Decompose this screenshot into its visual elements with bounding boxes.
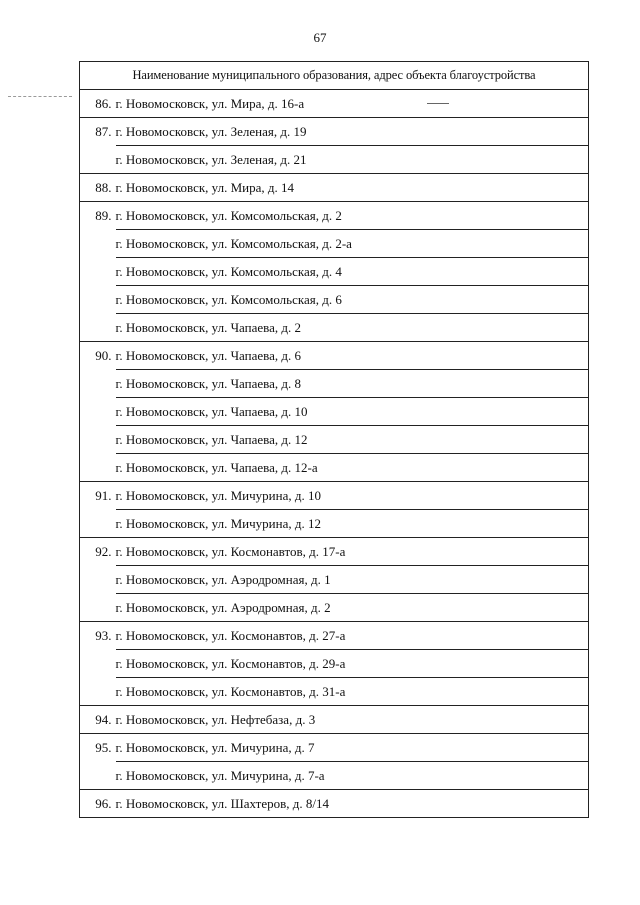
object-address: г. Новомосковск, ул. Мира, д. 16-а bbox=[116, 90, 589, 118]
table-row bbox=[80, 202, 589, 230]
object-address: г. Новомосковск, ул. Космонавтов, д. 31-а bbox=[116, 678, 589, 706]
table-row bbox=[80, 482, 589, 510]
row-number: 90. bbox=[80, 342, 116, 370]
row-number-empty bbox=[80, 230, 116, 258]
table-row bbox=[80, 118, 589, 146]
table-row bbox=[80, 370, 589, 398]
row-number-empty bbox=[80, 566, 116, 594]
table-row bbox=[80, 426, 589, 454]
table-row bbox=[80, 454, 589, 482]
row-number-empty bbox=[80, 594, 116, 622]
row-number: 88. bbox=[80, 174, 116, 202]
row-number-empty bbox=[80, 762, 116, 790]
table-row bbox=[80, 734, 589, 762]
row-number: 91. bbox=[80, 482, 116, 510]
row-number-empty bbox=[80, 314, 116, 342]
row-number-empty bbox=[80, 650, 116, 678]
object-address: г. Новомосковск, ул. Мичурина, д. 10 bbox=[116, 482, 589, 510]
table-row bbox=[80, 314, 589, 342]
row-number-empty bbox=[80, 510, 116, 538]
page-number: 67 bbox=[313, 30, 327, 45]
table-row bbox=[80, 790, 589, 818]
object-address: г. Новомосковск, ул. Аэродромная, д. 2 bbox=[116, 594, 589, 622]
objects-table bbox=[79, 61, 589, 818]
table-row bbox=[80, 230, 589, 258]
table-row bbox=[80, 286, 589, 314]
object-address: г. Новомосковск, ул. Чапаева, д. 12-а bbox=[116, 454, 589, 482]
object-address: г. Новомосковск, ул. Мичурина, д. 12 bbox=[116, 510, 589, 538]
row-number-empty bbox=[80, 258, 116, 286]
table-row bbox=[80, 622, 589, 650]
object-address: г. Новомосковск, ул. Зеленая, д. 21 bbox=[116, 146, 589, 174]
margin-mark bbox=[8, 96, 72, 97]
table-row bbox=[80, 342, 589, 370]
table-row bbox=[80, 538, 589, 566]
table-row bbox=[80, 258, 589, 286]
object-address: г. Новомосковск, ул. Аэродромная, д. 1 bbox=[116, 566, 589, 594]
object-address: г. Новомосковск, ул. Космонавтов, д. 27-а bbox=[116, 622, 589, 650]
table-row bbox=[80, 90, 589, 118]
table-header-row bbox=[80, 62, 589, 90]
table-header: Наименование муниципального образования, адрес объекта благоустройства bbox=[80, 62, 589, 90]
object-address: г. Новомосковск, ул. Чапаева, д. 8 bbox=[116, 370, 589, 398]
row-number: 94. bbox=[80, 706, 116, 734]
row-number: 95. bbox=[80, 734, 116, 762]
object-address: г. Новомосковск, ул. Зеленая, д. 19 bbox=[116, 118, 589, 146]
row-number: 89. bbox=[80, 202, 116, 230]
object-address: г. Новомосковск, ул. Мичурина, д. 7 bbox=[116, 734, 589, 762]
table-row bbox=[80, 650, 589, 678]
row-number-empty bbox=[80, 370, 116, 398]
row-number: 93. bbox=[80, 622, 116, 650]
table-row bbox=[80, 174, 589, 202]
object-address: г. Новомосковск, ул. Чапаева, д. 12 bbox=[116, 426, 589, 454]
row-number: 87. bbox=[80, 118, 116, 146]
object-address: г. Новомосковск, ул. Чапаева, д. 6 bbox=[116, 342, 589, 370]
object-address: г. Новомосковск, ул. Чапаева, д. 2 bbox=[116, 314, 589, 342]
table-row bbox=[80, 398, 589, 426]
row-number-empty bbox=[80, 398, 116, 426]
object-address: г. Новомосковск, ул. Шахтеров, д. 8/14 bbox=[116, 790, 589, 818]
row-number: 92. bbox=[80, 538, 116, 566]
table-row bbox=[80, 678, 589, 706]
row-number: 86. bbox=[80, 90, 116, 118]
row-number-empty bbox=[80, 146, 116, 174]
table-row bbox=[80, 146, 589, 174]
table-row bbox=[80, 706, 589, 734]
object-address: г. Новомосковск, ул. Комсомольская, д. 2 bbox=[116, 202, 589, 230]
row-number-empty bbox=[80, 426, 116, 454]
object-address: г. Новомосковск, ул. Чапаева, д. 10 bbox=[116, 398, 589, 426]
table-row bbox=[80, 594, 589, 622]
row-number-empty bbox=[80, 678, 116, 706]
row-number-empty bbox=[80, 286, 116, 314]
object-address: г. Новомосковск, ул. Мичурина, д. 7-а bbox=[116, 762, 589, 790]
table-row bbox=[80, 510, 589, 538]
object-address: г. Новомосковск, ул. Космонавтов, д. 17-а bbox=[116, 538, 589, 566]
row-number-empty bbox=[80, 454, 116, 482]
table-row bbox=[80, 566, 589, 594]
object-address: г. Новомосковск, ул. Мира, д. 14 bbox=[116, 174, 589, 202]
row-number: 96. bbox=[80, 790, 116, 818]
object-address: г. Новомосковск, ул. Комсомольская, д. 4 bbox=[116, 258, 589, 286]
object-address: г. Новомосковск, ул. Космонавтов, д. 29-а bbox=[116, 650, 589, 678]
table-row bbox=[80, 762, 589, 790]
object-address: г. Новомосковск, ул. Комсомольская, д. 6 bbox=[116, 286, 589, 314]
object-address: г. Новомосковск, ул. Нефтебаза, д. 3 bbox=[116, 706, 589, 734]
table-body bbox=[80, 90, 589, 818]
object-address: г. Новомосковск, ул. Комсомольская, д. 2-а bbox=[116, 230, 589, 258]
